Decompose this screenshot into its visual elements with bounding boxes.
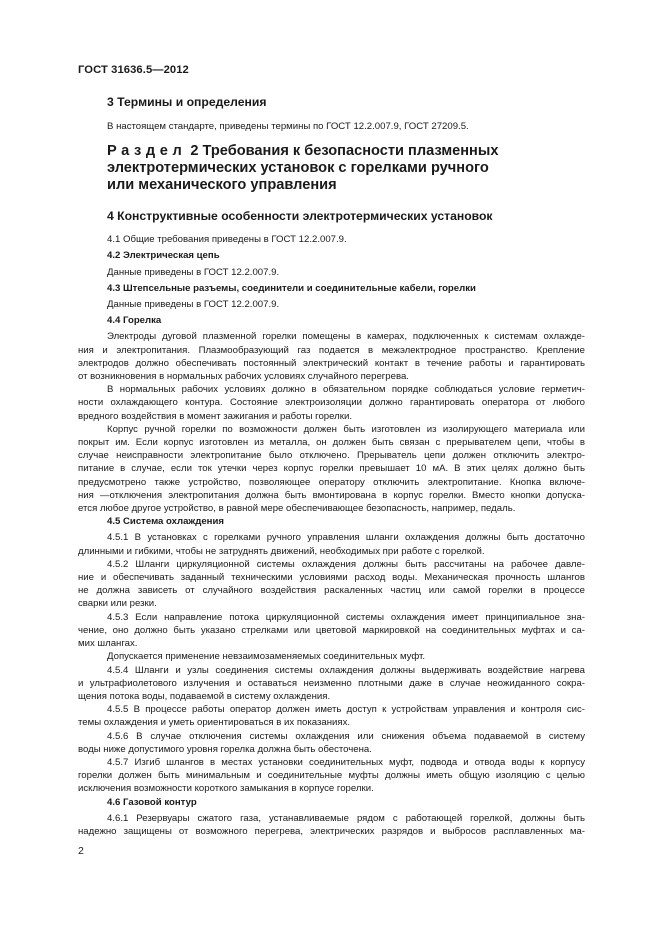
paragraph xyxy=(78,423,585,515)
clause-4-6-heading: 4.6 Газовой контур xyxy=(107,796,197,808)
text-line: 4.6.1 Резервуары сжатого газа, устанавливаемые рядом с работающей горелкой, должны быть xyxy=(107,812,585,824)
text-line: ние и обеспечивать заданный техническими условиями расход воды. Механическая прочность шлангов xyxy=(78,572,585,584)
text-line: Корпус ручной горелки по возможности должен быть изготовлен из изолирующего материала или xyxy=(107,423,585,435)
text-line: 4.5.1 В установках с горелками ручного управления шланги охлаждения должны быть достаточно xyxy=(107,532,585,544)
text-line: и ультрафиолетового излучения и оставаться неизменно плотными даже в случае неожиданного сокра- xyxy=(78,677,585,689)
part-title-line: или механического управления xyxy=(107,177,337,194)
paragraph xyxy=(78,756,585,796)
text-line: исключения возможности короткого замыкания в корпусе горелки. xyxy=(78,783,374,795)
part-title-line: электротермических установок с горелками ручного xyxy=(107,160,489,177)
text-line: Электроды дуговой плазменной горелки помещены в камерах, подключенных к системам охлажде- xyxy=(107,331,585,343)
page-number: 2 xyxy=(78,845,84,857)
text-line: темы охлаждения и уметь ориентироваться в их показаниях. xyxy=(78,717,351,729)
text-line: Допускается применение невзаимозаменяемых соединительных муфт. xyxy=(107,651,426,663)
text-line: ния —отключения электропитания должна быть вмонтирована в корпус горелки. Вместо кнопки допуска- xyxy=(78,489,585,501)
text-line: 4.5.4 Шланги и узлы соединения системы охлаждения должны выдерживать воздействие нагрева xyxy=(107,664,585,676)
paragraph xyxy=(78,703,585,729)
text-line: от возникновения в нормальных рабочих условиях случайного перегрева. xyxy=(78,371,409,383)
text-line: 4.5.3 Если направление потока циркуляционной системы охлаждения имеет принципиальное зна- xyxy=(107,611,585,623)
text-line: покрыт им. Если корпус изготовлен из металла, он должен быть связан с прерывателем цепи, чтобы в xyxy=(78,437,585,449)
paragraph xyxy=(78,812,585,838)
clause-4-3-text: Данные приведены в ГОСТ 12.2.007.9. xyxy=(107,299,280,311)
text-line: 4.5.5 В процессе работы оператор должен иметь доступ к устройствам управления и контроля сис- xyxy=(107,704,585,716)
text-line: питание в случае, если ток утечки через корпус горелки превышает 10 мА. В этих целях должно быть xyxy=(78,463,585,475)
paragraph xyxy=(78,664,585,704)
text-line: 4.5.6 В случае отключения системы охлаждения или снижения объема подаваемой в систему xyxy=(107,730,585,742)
text-line: надежно защищены от возможного перегрева, электрических разрядов и выбросов расплавленных ма- xyxy=(78,825,585,837)
text-line: длинными и гибкими, чтобы не затруднять движений, необходимых при работе с горелкой. xyxy=(78,545,485,557)
text-line: щения потока воды, подаваемой в систему охлаждения. xyxy=(78,690,331,702)
text-line: горелки должен быть минимальным и соединительные муфты должны иметь общую изоляцию с целью xyxy=(78,770,585,782)
text-line: сварки или резки. xyxy=(78,598,157,610)
text-line: не должна зависеть от случайного воздействия раскаленных частиц или самой горелки в процессе xyxy=(78,585,585,597)
paragraph xyxy=(78,531,585,557)
part-title-line: 2 Требования к безопасности плазменных xyxy=(190,143,499,160)
paragraph xyxy=(78,558,585,611)
part-2-heading xyxy=(78,143,585,194)
paragraph xyxy=(78,383,585,423)
clause-4-2-text: Данные приведены в ГОСТ 12.2.007.9. xyxy=(107,266,280,278)
section-4-heading: 4 Конструктивные особенности электротермических установок xyxy=(107,209,493,224)
text-line: воды ниже допустимого уровня горелка должна быть обесточена. xyxy=(78,743,372,755)
text-line: чение, оно должно быть указано стрелками или цветовой маркировкой на соединительных муфтах и са- xyxy=(78,624,585,636)
text-line: ется любое другое устройство, в равной мере обеспечивающее безопасность, например, педаль. xyxy=(78,503,516,515)
section-3-heading: 3 Термины и определения xyxy=(107,95,267,109)
clause-4-5-heading: 4.5 Система охлаждения xyxy=(107,516,224,528)
section-3-text: В настоящем стандарте, приведены термины по ГОСТ 12.2.007.9, ГОСТ 27209.5. xyxy=(107,121,469,132)
text-line: предусмотрено также устройство, позволяющее оператору отключить электропитание. Кнопка включе- xyxy=(78,476,585,488)
text-line: В нормальных рабочих условиях должно в обязательном порядке соблюдаться условие герметич- xyxy=(107,384,585,396)
text-line: случае неисправности электропитание было отключено. Прерыватель цепи должен отключить электро- xyxy=(78,450,585,462)
part-word: Раздел xyxy=(107,143,187,160)
text-line: вредного воздействия в момент зажигания и работы горелки. xyxy=(78,410,352,422)
text-line: мих шлангах. xyxy=(78,638,138,650)
text-line: электродов должно обеспечивать постоянный электрический контакт в течение работы и гарантировать xyxy=(78,357,585,369)
text-line: 4.5.2 Шланги циркуляционной системы охлаждения должны быть рассчитаны на рабочее давле- xyxy=(107,558,585,570)
text-line: ния и электропитания. Плазмообразующий газ подается в межэлектродное пространство. Крепление xyxy=(78,344,585,356)
page-content xyxy=(78,88,585,838)
clause-4-2-heading: 4.2 Электрическая цепь xyxy=(107,250,220,262)
document-header: ГОСТ 31636.5—2012 xyxy=(78,64,189,76)
paragraph xyxy=(78,330,585,383)
text-line: ности охлаждающего контура. Состояние электроизоляции должно гарантировать оператора от любого xyxy=(78,397,585,409)
clause-4-3-heading: 4.3 Штепсельные разъемы, соединители и соединительные кабели, горелки xyxy=(107,282,476,294)
clause-4-1: 4.1 Общие требования приведены в ГОСТ 12.2.007.9. xyxy=(107,234,347,246)
text-line: 4.5.7 Изгиб шлангов в местах установки соединительных муфт, подвода и отвода воды к корпусу xyxy=(107,756,585,768)
paragraph xyxy=(78,611,585,651)
clause-4-4-heading: 4.4 Горелка xyxy=(107,315,162,327)
paragraph xyxy=(78,730,585,756)
